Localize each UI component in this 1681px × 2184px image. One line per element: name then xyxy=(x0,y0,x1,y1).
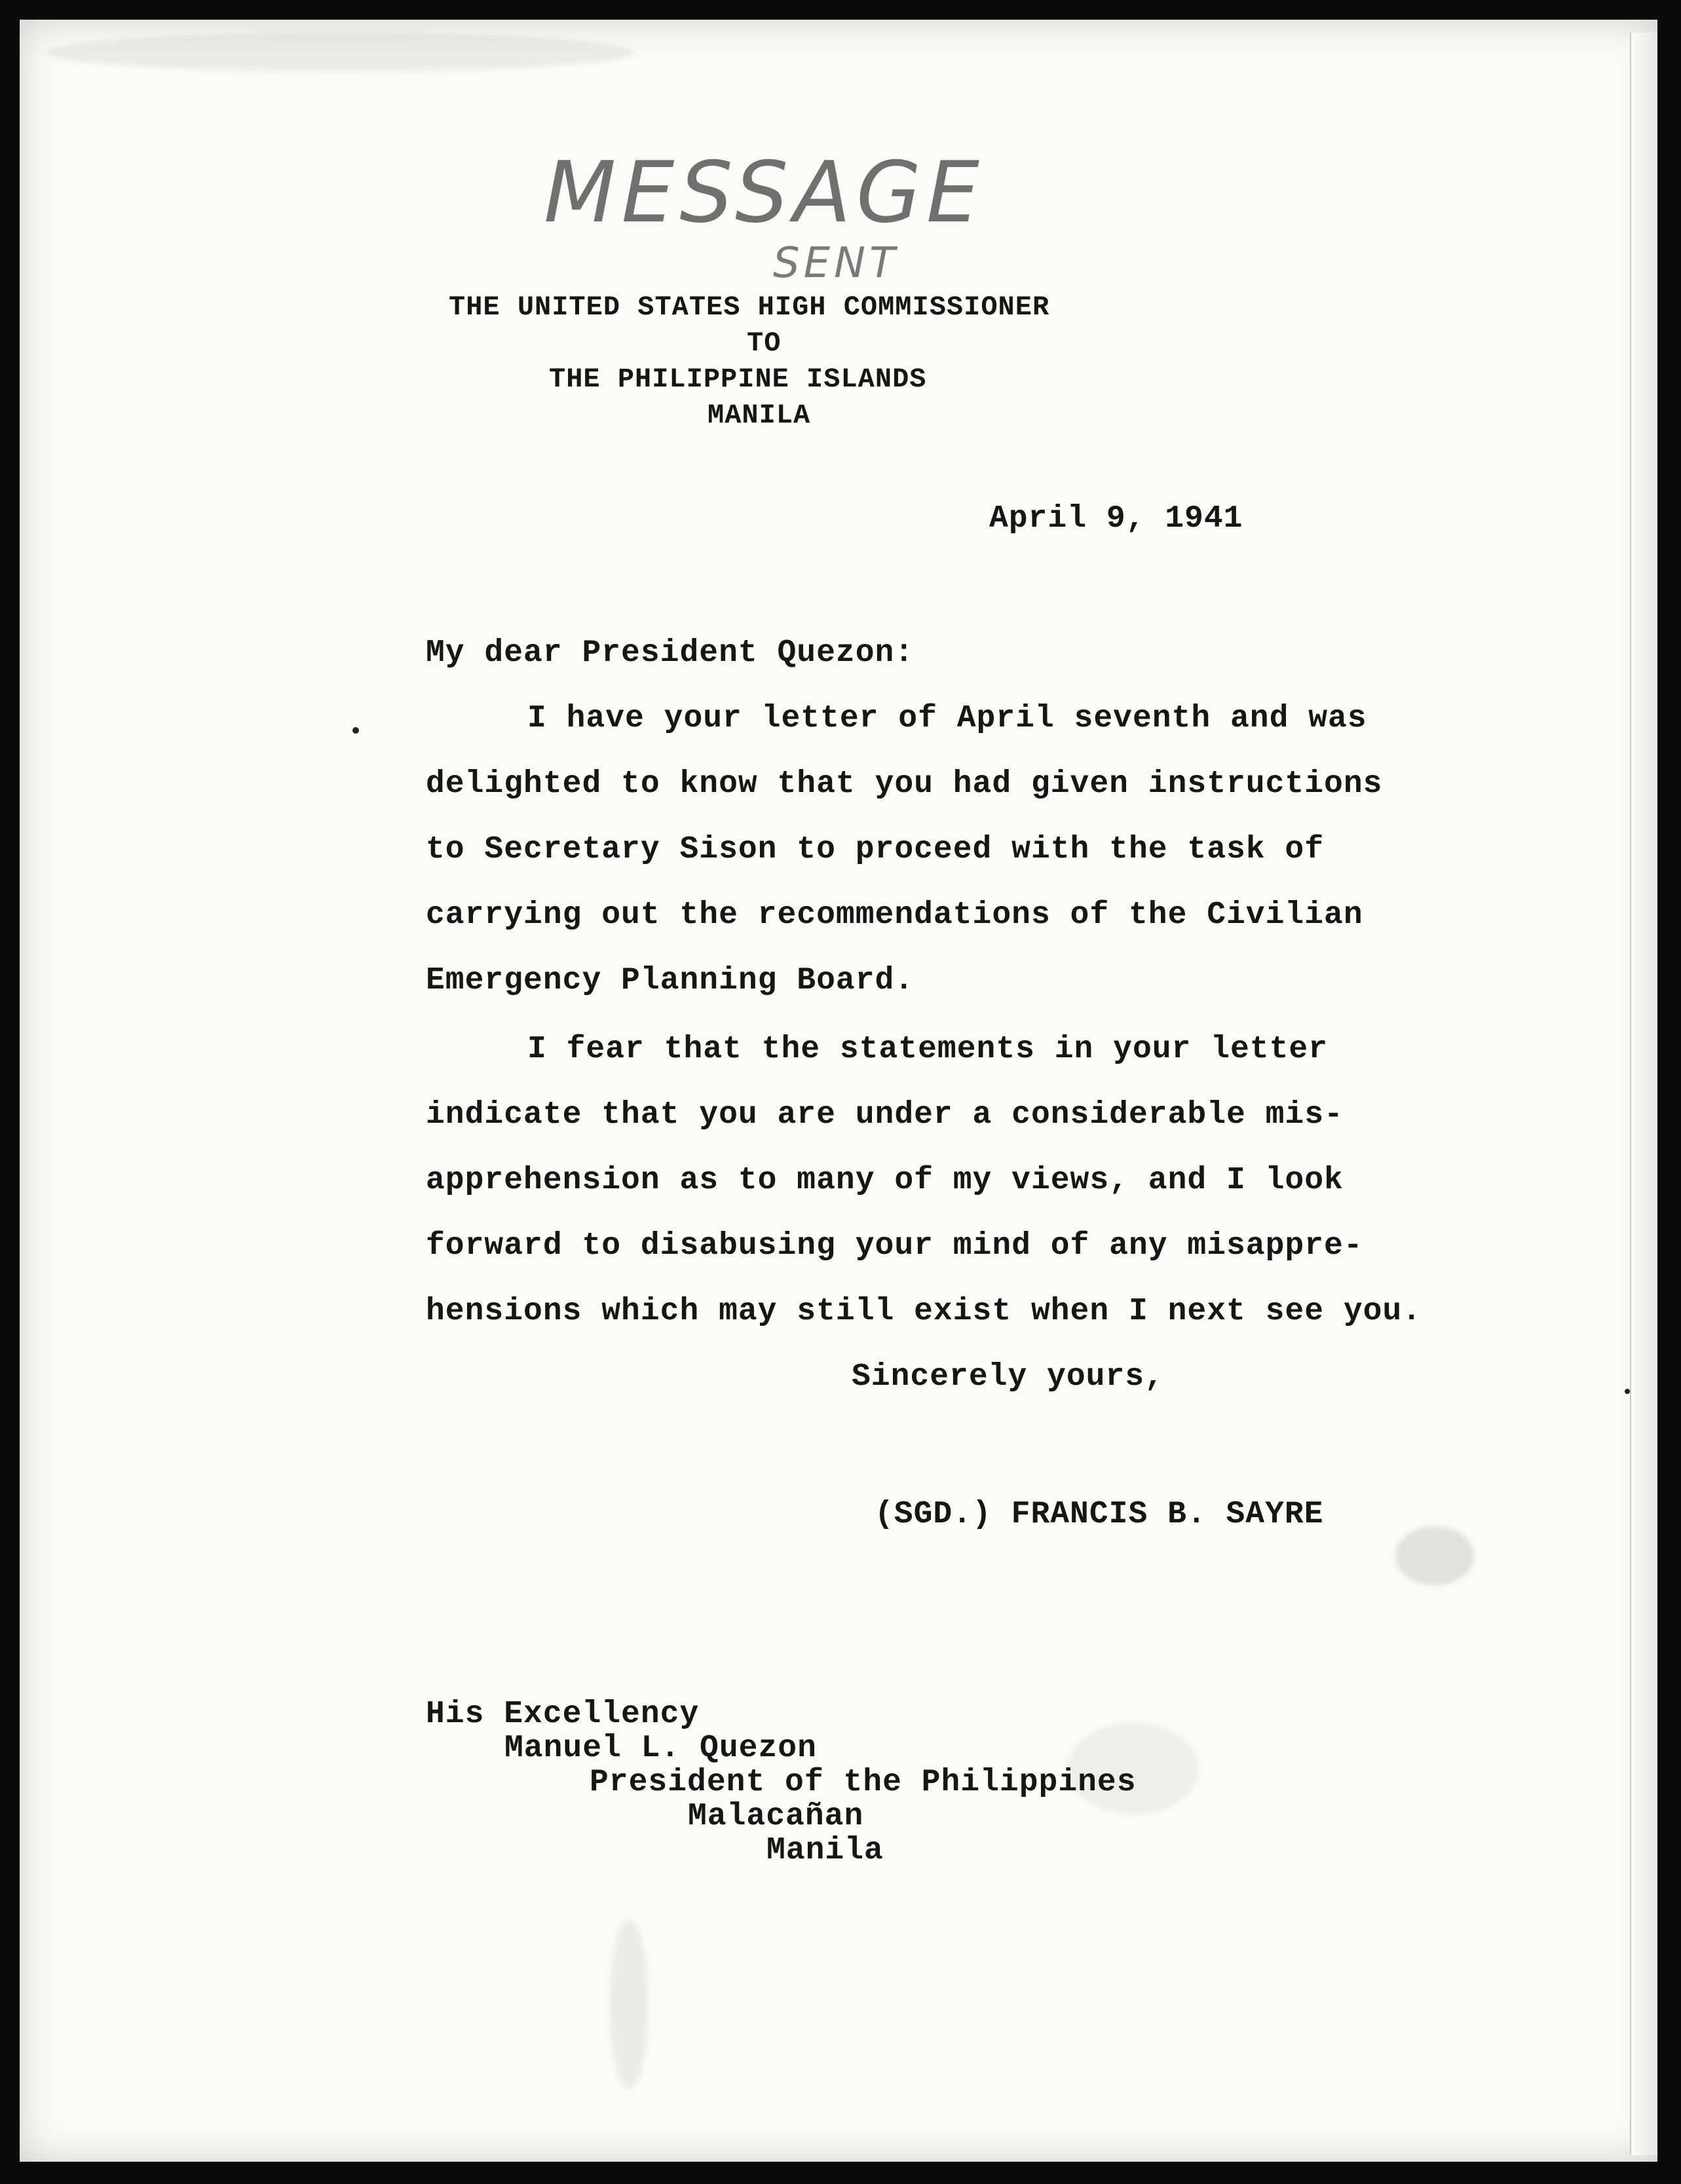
addressee-line-2: Manuel L. Quezon xyxy=(504,1731,817,1766)
letter-page xyxy=(20,20,1657,2162)
salutation: My dear President Quezon: xyxy=(426,635,915,671)
closing: Sincerely yours, xyxy=(852,1359,1164,1395)
body-line-4: carrying out the recommendations of the Civilian xyxy=(426,897,1363,933)
addressee-line-5: Manila xyxy=(766,1833,884,1868)
body-line-3: to Secretary Sison to proceed with the task of xyxy=(426,832,1325,867)
body-line-6: I fear that the statements in your letter xyxy=(527,1032,1328,1067)
body-line-7: indicate that you are under a considerable mis- xyxy=(426,1097,1344,1133)
letterhead-line-4: MANILA xyxy=(708,400,811,431)
body-line-9: forward to disabusing your mind of any misappre- xyxy=(426,1228,1363,1264)
ink-dot xyxy=(1625,1389,1630,1394)
body-line-5: Emergency Planning Board. xyxy=(426,963,915,998)
addressee-line-1: His Excellency xyxy=(426,1697,700,1732)
letterhead-line-1: THE UNITED STATES HIGH COMMISSIONER xyxy=(449,292,1050,323)
addressee-line-3: President of the Philippines xyxy=(590,1765,1137,1800)
addressee-line-4: Malacañan xyxy=(688,1799,864,1834)
message-stamp: MESSAGE xyxy=(544,144,985,242)
page-edge xyxy=(1630,33,1657,2155)
body-line-8: apprehension as to many of my views, and I look xyxy=(426,1163,1344,1198)
body-line-10: hensions which may still exist when I next see you. xyxy=(426,1294,1422,1329)
letterhead-line-2: TO xyxy=(747,328,782,359)
scan-blotch xyxy=(609,1919,649,2090)
sent-stamp: SENT xyxy=(773,239,899,288)
letter-date: April 9, 1941 xyxy=(989,501,1243,537)
scan-blotch xyxy=(1395,1526,1474,1585)
scan-blotch xyxy=(46,33,635,72)
body-line-1: I have your letter of April seventh and was xyxy=(527,701,1367,736)
letterhead-line-3: THE PHILIPPINE ISLANDS xyxy=(549,364,927,395)
body-line-2: delighted to know that you had given instructions xyxy=(426,766,1383,802)
signature: (SGD.) FRANCIS B. SAYRE xyxy=(875,1497,1324,1532)
ink-dot xyxy=(352,727,359,734)
